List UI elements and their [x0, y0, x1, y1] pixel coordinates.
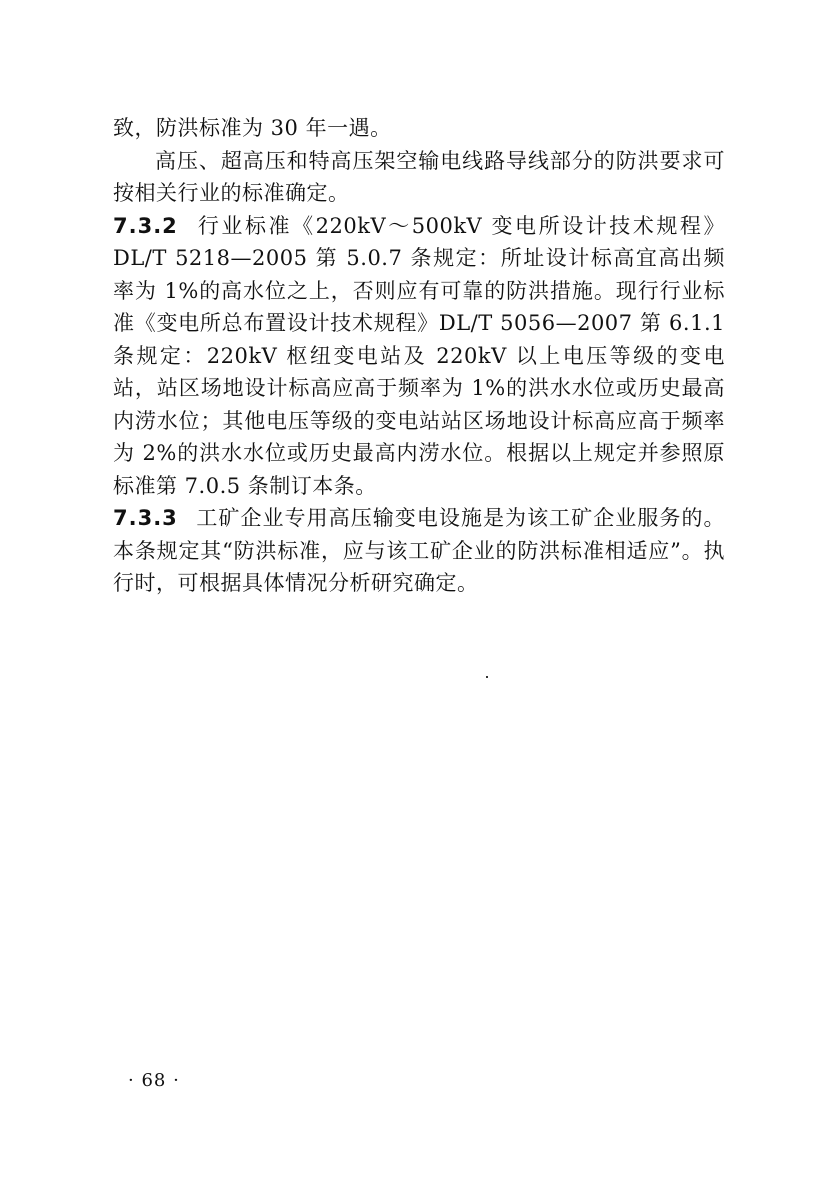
page-number: · 68 ·: [128, 1070, 180, 1091]
clause-text: 行业标准《220kV～500kV 变电所设计技术规程》DL/T 5218—2005 第 5.0.7 条规定：所址设计标高宜高出频率为 1%的高水位之上，否则应有可靠的防洪措施。现行行业标准《变电所总布置设计技术规程》DL/T 5056—2007 第 6.1.1 条规定：220kV 枢纽变电站及 220kV 以上电压等级的变电站，站区场地设计标高应高于频率为 1%的洪水水位或历史最高内涝水位；其他电压等级的变电站站区场地设计标高应高于频率为 2%的洪水水位或历史最高内涝水位。根据以上规定并参照原标准第 7.0.5 条制订本条。: [113, 213, 725, 498]
scan-speck: [486, 676, 488, 678]
paragraph-text: 致，防洪标准为 30 年一遇。: [113, 116, 392, 140]
clause-number: 7.3.2: [113, 213, 178, 238]
paragraph-transmission-lines: [113, 145, 725, 210]
clause-text: 工矿企业专用高压输变电设施是为该工矿企业服务的。本条规定其“防洪标准，应与该工矿企业的防洪标准相适应”。执行时，可根据具体情况分析研究确定。: [113, 506, 725, 595]
paragraph-continuation: [113, 112, 725, 145]
paragraph-text: 高压、超高压和特高压架空输电线路导线部分的防洪要求可按相关行业的标准确定。: [113, 148, 725, 205]
body-text: [113, 112, 725, 600]
clause-7-3-2: [113, 210, 725, 503]
clause-number: 7.3.3: [113, 506, 178, 530]
clause-7-3-3: [113, 502, 725, 600]
